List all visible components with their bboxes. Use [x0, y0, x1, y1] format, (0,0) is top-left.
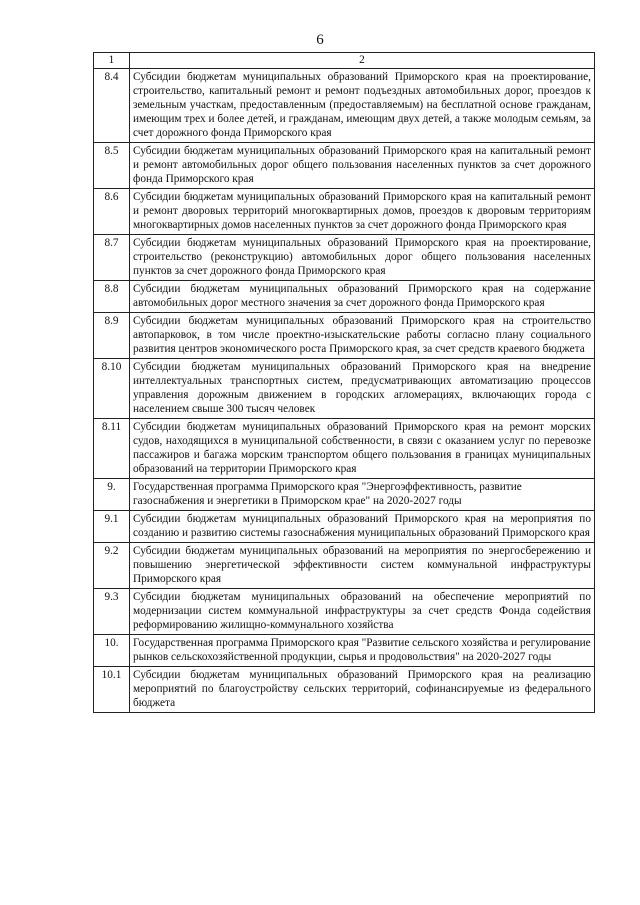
table-row — [94, 635, 595, 667]
row-number: 8.8 — [94, 281, 130, 313]
table-row — [94, 313, 595, 359]
page-number: 6 — [316, 32, 324, 48]
row-number: 8.5 — [94, 143, 130, 189]
row-description: Субсидии бюджетам муниципальных образований на мероприятия по энергосбережению и повышению энергетической эффективности систем коммунальной инфраструктуры Приморского края — [130, 543, 595, 589]
table-row — [94, 667, 595, 713]
row-number: 8.10 — [94, 359, 130, 419]
table-header-row — [94, 53, 595, 69]
row-number: 9.3 — [94, 589, 130, 635]
row-number: 8.4 — [94, 69, 130, 143]
row-description: Субсидии бюджетам муниципальных образований Приморского края на реализацию мероприятий по благоустройству сельских территорий, софинансируемые из федерального бюджета — [130, 667, 595, 713]
row-description: Субсидии бюджетам муниципальных образований Приморского края на внедрение интеллектуальных транспортных систем, предусматривающих автоматизацию процессов управления дорожным движением в городских агломерациях, включающих города с населением свыше 300 тысяч человек — [130, 359, 595, 419]
row-description: Субсидии бюджетам муниципальных образований Приморского края на проектирование, строительство (реконструкцию) автомобильных дорог общего пользования населенных пунктов за счет дорожного фонда Приморского края — [130, 235, 595, 281]
row-number: 8.7 — [94, 235, 130, 281]
subsidies-table — [93, 52, 595, 713]
row-number: 10. — [94, 635, 130, 667]
program-title: Государственная программа Приморского края "Развитие сельского хозяйства и регулирование рынков сельскохозяйственной продукции, сырья и продовольствия" на 2020-2027 годы — [130, 635, 595, 667]
row-description: Субсидии бюджетам муниципальных образований Приморского края на капитальный ремонт и ремонт автомобильных дорог общего пользования населенных пунктов за счет дорожного фонда Приморского края — [130, 143, 595, 189]
row-number: 9.1 — [94, 511, 130, 543]
row-number: 8.9 — [94, 313, 130, 359]
row-description: Субсидии бюджетам муниципальных образований Приморского края на проектирование, строительство, капитальный ремонт и ремонт подъездных автомобильных дорог, проездов к земельным участкам, предоставленным (предоставляемым) на бесплатной основе гражданам, имеющим трех и более детей, и гражданам, имеющим двух детей, а также молодым семьям, за счет дорожного фонда Приморского края — [130, 69, 595, 143]
row-description: Субсидии бюджетам муниципальных образований Приморского края на строительство автопарковок, в том числе проектно-изыскательские работы согласно плану социального развития центров экономического роста Приморского края, за счет средств краевого бюджета — [130, 313, 595, 359]
row-description: Субсидии бюджетам муниципальных образований Приморского края на содержание автомобильных дорог местного значения за счет дорожного фонда Приморского края — [130, 281, 595, 313]
row-description: Субсидии бюджетам муниципальных образований на обеспечение мероприятий по модернизации систем коммунальной инфраструктуры за счет средств Фонда содействия реформированию жилищно-коммунального хозяйства — [130, 589, 595, 635]
table-row — [94, 359, 595, 419]
table-row — [94, 189, 595, 235]
row-description: Субсидии бюджетам муниципальных образований Приморского края на мероприятия по созданию и развитию системы газоснабжения муниципальных образований Приморского края — [130, 511, 595, 543]
program-title: Государственная программа Приморского края "Энергоэффективность, развитие газоснабжения и энергетики в Приморском крае" на 2020-2027 годы — [130, 479, 595, 511]
table-row — [94, 235, 595, 281]
row-number: 9.2 — [94, 543, 130, 589]
row-number: 8.6 — [94, 189, 130, 235]
table-row — [94, 589, 595, 635]
table-row — [94, 543, 595, 589]
row-number: 10.1 — [94, 667, 130, 713]
row-number: 9. — [94, 479, 130, 511]
table-row — [94, 143, 595, 189]
table-row — [94, 419, 595, 479]
column-header-number: 1 — [94, 53, 130, 69]
table-row — [94, 281, 595, 313]
column-header-description: 2 — [130, 53, 595, 69]
row-description: Субсидии бюджетам муниципальных образований Приморского края на ремонт морских судов, находящихся в муниципальной собственности, в связи с оказанием услуг по перевозке пассажиров и багажа морским транспортом общего пользования в границах муниципальных образований на территории Приморского края — [130, 419, 595, 479]
table-row — [94, 479, 595, 511]
table-row — [94, 511, 595, 543]
row-description: Субсидии бюджетам муниципальных образований Приморского края на капитальный ремонт и ремонт дворовых территорий многоквартирных домов, проездов к дворовым территориям многоквартирных домов населенных пунктов за счет дорожного фонда Приморского края — [130, 189, 595, 235]
table-row — [94, 69, 595, 143]
row-number: 8.11 — [94, 419, 130, 479]
